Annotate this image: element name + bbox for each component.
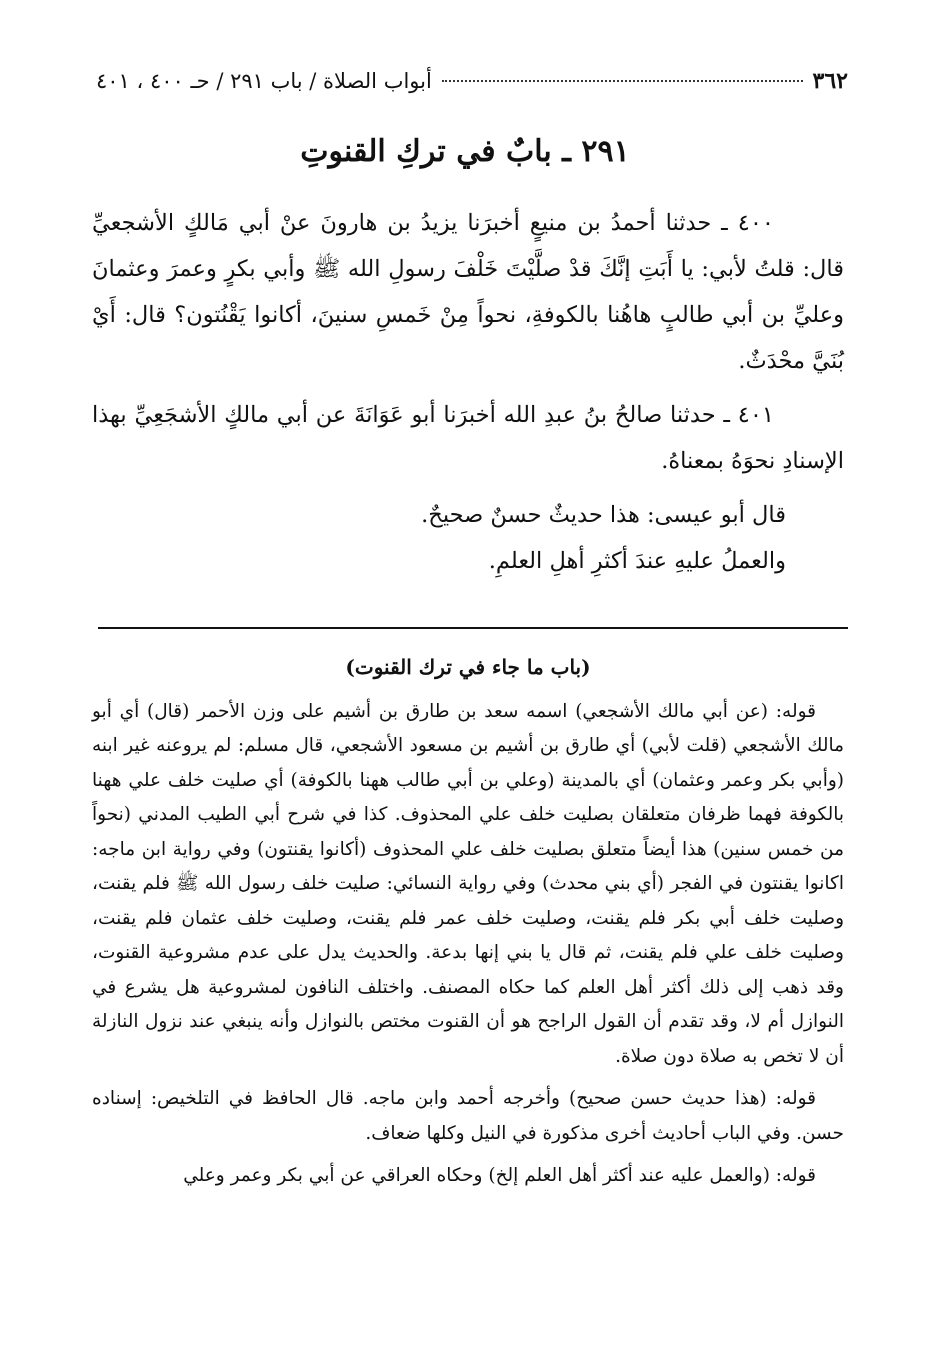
- commentary-title: (باب ما جاء في ترك القنوت): [345, 655, 591, 679]
- main-text: [92, 200, 844, 584]
- chapter-title: ٢٩١ ـ بابٌ في تركِ القنوتِ: [300, 134, 630, 169]
- commentary-paragraph: قوله: (والعمل عليه عند أكثر أهل العلم إلخ) وحكاه العراقي عن أبي بكر وعمر وعلي: [183, 1165, 816, 1186]
- practice-remark: والعملُ عليهِ عندَ أكثرِ أهلِ العلمِ.: [488, 548, 786, 574]
- commentary-section: [92, 650, 844, 1202]
- hadith-400: ٤٠٠ ـ حدثنا أحمدُ بن منيعٍ أخبرَنا يزيدُ بن هارونَ عنْ أبي مَالكٍ الأشجعيِّ قال: قلتُ لأبي: يا أَبَتِ إنَّكَ قدْ صلَّيْتَ خَلْفَ رسولِ الله ﷺ وأبي بكرٍ وعمرَ وعثمانَ وعليِّ بن أبي طالبٍ هاهُنا بالكوفةِ، نحواً مِنْ خَمسِ سنينَ، أكانوا يَقْنُتون؟ قال: أَيْ بُنَيَّ محْدَثٌ.: [92, 210, 844, 374]
- commentary-paragraph: قوله: (عن أبي مالك الأشجعي) اسمه سعد بن طارق بن أشيم على وزن الأحمر (قال) أي أبو مالك الأشجعي (قلت لأبي) أي طارق بن أشيم بن مسعود الأشجعي، قال مسلم: لم يروعنه غير ابنه (وأبي بكر وعمر وعثمان) أي بالمدينة (وعلي بن أبي طالب ههنا بالكوفة) أي صليت خلف علي ههنا بالكوفة فهما ظرفان متعلقان بصليت خلف علي المحذوف. كذا في شرح أبي الطيب المدني (نحواً من خمس سنين) هذا أيضاً متعلق بصليت خلف علي المحذوف (أكانوا يقنتون) وفي رواية ابن ماجه: اكانوا يقنتون في الفجر (أي بني محدث) وفي رواية النسائي: صليت خلف رسول الله ﷺ فلم يقنت، وصليت خلف أبي بكر فلم يقنت، وصليت خلف عمر فلم يقنت، وصليت خلف عثمان فلم يقنت، وصليت خلف علي فلم يقنت، ثم قال يا بني إنها بدعة. والحديث يدل على عدم مشروعية القنوت، وقد ذهب إلى ذلك أكثر أهل العلم كما حكاه المصنف. واختلف النافون لمشروعية هل يشرع في النوازل أم لا، وقد تقدم أن القول الراجح هو أن القنوت مختص بالنوازل وأنه ينبغي عند نزول النازلة أن لا تخص به صلاة دون صلاة.: [92, 700, 844, 1067]
- running-title: أبواب الصلاة / باب ٢٩١ / حـ ٤٠٠ ، ٤٠١: [96, 69, 432, 93]
- commentary-paragraph: قوله: (هذا حديث حسن صحيح) وأخرجه أحمد وابن ماجه. قال الحافظ في التلخيص: إسناده حسن. وفي الباب أحاديث أخرى مذكورة في النيل وكلها ضعاف.: [92, 1088, 844, 1144]
- hadith-401: ٤٠١ ـ حدثنا صالحُ بنُ عبدِ الله أخبرَنا أبو عَوَانَةَ عن أبي مالكٍ الأشجَعِيِّ بهذا الإسنادِ نحوَهُ بمعناهُ.: [92, 402, 844, 474]
- page-number: ٣٦٢: [812, 68, 848, 94]
- footnote-divider: [98, 627, 848, 629]
- dotted-leader: [442, 80, 803, 82]
- grading-remark: قال أبو عيسى: هذا حديثٌ حسنٌ صحيحٌ.: [421, 502, 786, 528]
- page-header: [96, 68, 848, 102]
